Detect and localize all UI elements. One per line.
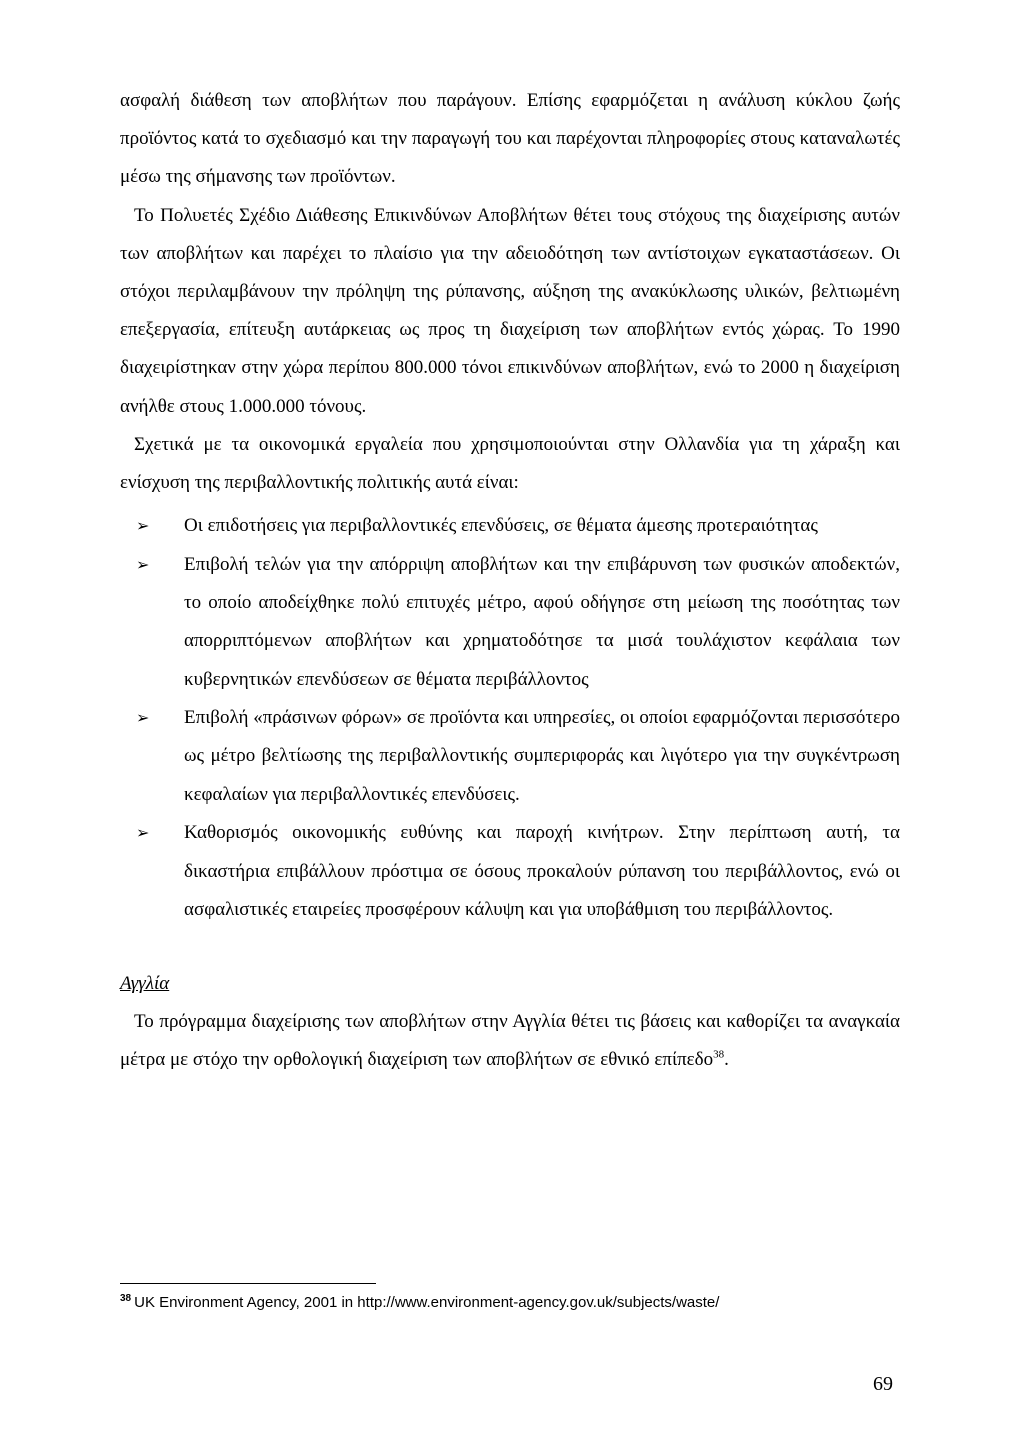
list-item-green-taxes — [120, 699, 900, 814]
footnote-divider — [120, 1283, 376, 1284]
list-item-text: Επιβολή «πράσινων φόρων» σε προϊόντα και υπηρεσίες, οι οποίοι εφαρμόζονται περισσότερο ως μέτρο βελτίωσης της περιβαλλοντικής συμπεριφοράς και λιγότερο για την συγκέντρωση κεφαλαίων για περιβαλλοντικές επενδύσεις. — [184, 707, 900, 805]
paragraph-economic-tools-intro: Σχετικά με τα οικονομικά εργαλεία που χρησιμοποιούνται στην Ολλανδία για τη χάραξη και ενίσχυση της περιβαλλοντικής πολιτικής αυτά είναι: — [120, 433, 900, 494]
arrow-bullet-icon: ➢ — [136, 554, 150, 574]
list-item-subsidies — [120, 507, 900, 545]
footnote-number: 38 — [120, 1293, 132, 1304]
list-item-disposal-fees — [120, 546, 900, 699]
paragraph-text: Το πρόγραμμα διαχείρισης των αποβλήτων στην Αγγλία θέτει τις βάσεις και καθορίζει τα αναγκαία μέτρα με στόχο την ορθολογική διαχείριση των αποβλήτων σε εθνικό επίπεδο — [120, 1010, 900, 1071]
economic-tools-list — [120, 507, 900, 929]
paragraph-hazardous-waste-plan: Το Πολυετές Σχέδιο Διάθεσης Επικινδύνων Αποβλήτων θέτει τους στόχους της διαχείρισης αυτών των αποβλήτων και παρέχει το πλαίσιο για την αδειοδότηση των αντίστοιχων εγκαταστάσεων. Οι στόχοι περιλαμβάνουν την πρόληψη της ρύπανσης, αύξηση της ανακύκλωσης υλικών, βελτιωμένη επεξεργασία, επίτευξη αυτάρκειας ως προς τη διαχείριση των αποβλήτων εντός χώρας. Το 1990 διαχειρίστηκαν στην χώρα περίπου 800.000 τόνοι επικινδύνων αποβλήτων, ενώ το 2000 η διαχείριση ανήλθε στους 1.000.000 τόνους. — [120, 204, 900, 417]
sentence-end: . — [724, 1049, 729, 1071]
arrow-bullet-icon: ➢ — [136, 516, 150, 536]
footnote — [120, 1291, 900, 1315]
list-item-text: Οι επιδοτήσεις για περιβαλλοντικές επενδύσεις, σε θέματα άμεσης προτεραιότητας — [184, 515, 818, 537]
list-item-text: Καθορισμός οικονομικής ευθύνης και παροχή κινήτρων. Στην περίπτωση αυτή, τα δικαστήρια επιβάλλουν πρόστιμα σε όσους προκαλούν ρύπανση του περιβάλλοντος, ενώ οι ασφαλιστικές εταιρείες προσφέρουν κάλυψη και για υποβάθμιση του περιβάλλοντος. — [184, 822, 900, 920]
document-body — [120, 82, 900, 1079]
list-item-text: Επιβολή τελών για την απόρριψη αποβλήτων και την επιβάρυνση των φυσικών αποδεκτών, το οποίο αποδείχθηκε πολύ επιτυχές μέτρο, αφού οδήγησε στη μείωση της ποσότητας των απορριπτόμενων αποβλήτων και χρηματοδότησε τα μισά τουλάχιστον κεφάλαια των κυβερνητικών επενδύσεων σε θέματα περιβάλλοντος — [184, 553, 900, 690]
paragraph-waste-disposal: ασφαλή διάθεση των αποβλήτων που παράγουν. Επίσης εφαρμόζεται η ανάλυση κύκλου ζωής προϊόντος κατά το σχεδιασμό και την παραγωγή του και παρέχονται πληροφορίες στους καταναλωτές μέσω της σήμανσης των προϊόντων. — [120, 90, 900, 188]
page-number: 69 — [873, 1373, 893, 1395]
section-heading-england: Αγγλία — [120, 972, 170, 994]
list-item-liability — [120, 814, 900, 929]
footnote-text[interactable]: UK Environment Agency, 2001 in http://www.environment-agency.gov.uk/subjects/waste/ — [134, 1294, 720, 1311]
footnote-reference[interactable]: 38 — [713, 1048, 725, 1061]
paragraph-england-program — [120, 1003, 900, 1079]
arrow-bullet-icon: ➢ — [136, 708, 150, 728]
arrow-bullet-icon: ➢ — [136, 823, 150, 843]
